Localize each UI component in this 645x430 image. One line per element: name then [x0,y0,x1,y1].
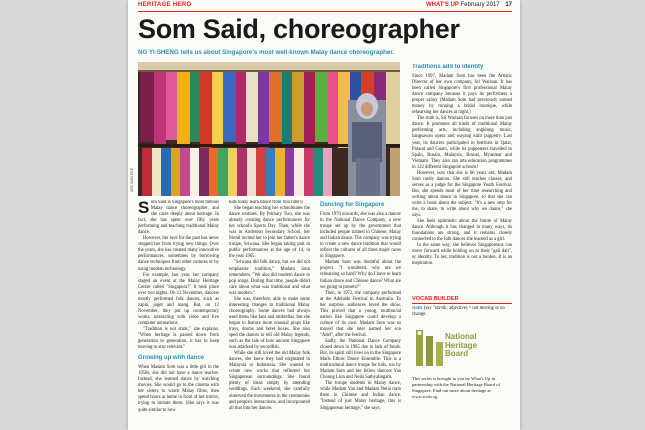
nhb-wordmark: National Heritage Board [445,332,478,359]
subheading-traditions: Traditions add to identity [412,64,484,70]
issue-date: February 2017 [460,2,500,8]
article-column-3 [320,198,401,426]
standfirst: NG YI-SHENG tells us about Singapore's most well-known Malay dance choreographer. [138,49,395,56]
vocab-builder-box [412,296,512,318]
paragraph: She feels optimistic about the future of Malay dance. Although it has changed in many ways, its foundations are strong, and it remains closely connected to the folk dances she learned as a girl. [412,219,512,243]
header-rule [138,11,512,12]
vocab-heading: VOCAB BUILDER [412,296,512,304]
paragraph: In the same way, she believes Singaporeans can move forward while holding on to their "gali dali", or identity. To her, tradition is not a burden. It is an inspiration. [412,243,512,267]
paragraph: Since 1997, Madam Som has been the Artistic Director of her own company, Sri Warisan. It has been called Singapore's first professional Malay dance company because it pays its performers a proper salary (Madam Som had previously earned money by running a bridal boutique, while rehearsing her dances at night.) [412,74,512,116]
nhb-logo [412,325,512,371]
sponsor-footnote: This series is brought to you by What's Up in partnership with the National Heritage Board of Singapore. Find out more about heritage at www.roots.sg. [412,376,501,399]
paragraph: Then, in 1972, the company performed at the Adelaide Festival in Australia. To her surprise, audiences loved the show. This proved that a young, multiracial nation like Singapore could develop a culture of its own. Madam Som was so moved that she later named her son "Adel", after the festival. [320,290,401,338]
page-header [138,2,512,11]
article-photo [138,62,400,196]
paragraph: "Sriwana did folk dance, but we did not emphasise tradition," Madam Som remembers. "We also did modern dance to pop songs. During that time, people didn't care about what was traditional and what was modern." [229,260,310,296]
section-label: HERITAGE HERO [138,2,192,8]
paragraph: The troupe students in Malay dance, while Madam Yan and Madam Neila train them in Chinese and Indian dance. "Instead of just Malay heritage, this is Singaporean heritage," she says. [320,381,401,411]
paragraph: Madam Som was doubtful about the project. "I wondered, why are we rehearsing so hard? Why do I have to learn Indian dance and Chinese dance? What are we going to present?" [320,260,401,290]
paragraph: However, her love for the past has never stopped her from trying new things. Over the years, she has created many innovative performances, sometimes by borrowing dance techniques from other cultures or by using modern technology. [138,236,219,272]
vocab-entry [412,306,512,318]
paragraph: From 1970 onwards, she was also a dancer in the National Dance Company, a new troupe set up by the government that included people trained in Chinese, Malay and Indian dance. The company was trying to create a new dance tradition that would reflect the cultures of all three major races in Singapore. [320,212,401,260]
article-column-1 [138,200,219,426]
subheading-growing-up: Growing up with dance [138,355,204,362]
paragraph: For example, last year, her company staged an event at the Malay Heritage Centre called "Singapura?" It took place over two nights. On 12 November, dancers mostly performed folk dances, such as zapin, joget and inang. But, on 12 November, they put up contemporary works, interacting with video and live computer animations. [138,272,219,326]
paragraph: The truth is, Sri Warisan focuses on more than just dance. It promotes all kinds of traditional Malay performing arts, including angklung music, bangsawan opera and wayang kulit puppetry. Last year, its dancers participated in festivals in Qatar, Poland and Guam, while its puppeteers travelled to Spain, Russia, Malaysia, Brunei, Myanmar and Vietnam. They also ran arts education programmes in 122 different Singapore schools! [412,116,512,170]
headline: Som Said, choreographer [138,14,460,44]
paragraph: She began teaching her schoolmates the dance routines. By Primary Two, she was already creating dance performances for her school's Sports Day. Then, while she was in Anderson Secondary School, her friend invited her to join her father's dance troupe, Sriwana. She began taking part in public performances at the age of 14, in the year 1965. [229,206,310,260]
paragraph: However, now that she is 66 years old, Madam Som rarely dances. She still teaches classes, and serves as a judge for the Singapore Youth Festival. But, she spends most of her time researching and writing about dance in Singapore, so that she can write a book about the subject. "It's a new step for me, to share, to write about why we dance," she says. [412,170,512,219]
vocab-word: static [412,306,423,311]
paragraph: Som Said is Singapore's most famous Malay dance choreographer, and she cares deeply about heritage. In fact, she has spent over fifty years performing and teaching traditional Malay dance. [138,200,219,236]
magazine-name: WHAT'S UP [425,2,459,8]
boutique-photo-illustration [138,62,400,196]
drop-cap: S [138,200,150,217]
paragraph: While she still loved the old Malay folk dances, she knew they had originated in Malaysia or Indonesia. She wanted to create new works that reflected her Singaporean surroundings. She found plenty of ideas simply by attending weddings. Each weekend, she carefully observed the movements in the ceremonies and people's interactions, and incorporated all that into her dances. [229,351,310,411]
article-column-2 [229,200,310,426]
magazine-page [128,0,520,430]
vocab-definition: (say "sta-tik; adjective) = not moving or no change. [412,306,505,317]
page-number: 17 [505,2,512,8]
photo-credit: SEE WAN REE [130,167,134,192]
subheading-dancing-for-singapore: Dancing for Singapore [320,202,385,208]
article-column-4 [412,64,512,294]
issue-info [426,2,512,8]
paragraph: kids today learn dance from YouTube!) [229,200,303,205]
paragraph: When Madam Som was a little girl in the 1950s, she did not have a dance teacher. Instead, she learned dance by watching movies. She would go to the cinema with her sisters to watch Malay films, then spend hours at home in front of her mirror, trying to imitate them. (She says it was quite similar to how [138,365,219,413]
paragraph: Sadly, the National Dance Company closed down in 1985 due to lack of funds. But, its spirit still lives on in the Singapore Malls Ethnic Dance Ensemble. This is a multicultural dance troupe for kids, run by Madam Som and her fellow dancers Yan Choong Lion and Neila Sathyalingam. [320,338,401,381]
nhb-emblem-icon [414,328,446,368]
paragraph: She was, therefore, able to make some interesting changes to traditional Malay choreography. Some dances had always used items like fans and umbrellas, but she began to feature more unusual props like trays, drums and betel boxes. She also sped the dances to tell old Malay legends, such as the tale of how ancient Singapore was attacked by swordfish. [229,296,310,351]
paragraph: "Tradition is not static," she explains. "When heritage is passed down from generation to generation, it has to keep moving to stay relevant." [138,326,219,351]
